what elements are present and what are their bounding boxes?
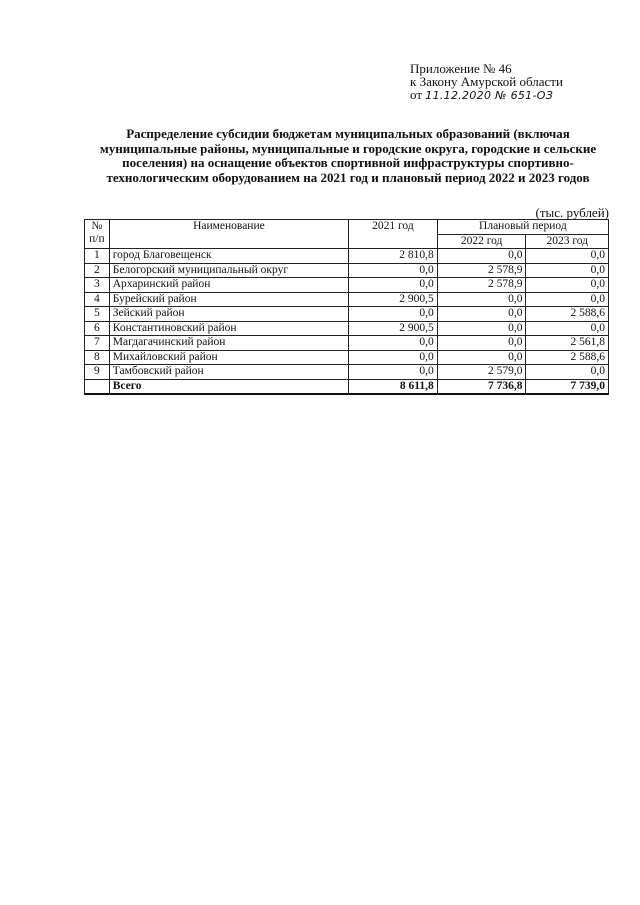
appendix-law-reference: к Закону Амурской области [410, 74, 563, 89]
table-row: 8 Михайловский район 0,0 0,0 2 588,6 [85, 350, 609, 365]
header-2023: 2023 год [526, 234, 609, 249]
total-2021: 8 611,8 [349, 379, 438, 394]
header-name: Наименование [109, 220, 348, 249]
header-2021: 2021 год [349, 220, 438, 249]
table-row: 3 Архаринский район 0,0 2 578,9 0,0 [85, 278, 609, 293]
appendix-header [410, 62, 563, 102]
total-label: Всего [109, 379, 348, 394]
header-number: № п/п [85, 220, 110, 249]
table-row: 1 город Благовещенск 2 810,8 0,0 0,0 [85, 249, 609, 264]
header-2022: 2022 год [437, 234, 526, 249]
table-header-row [85, 220, 609, 235]
handwritten-date-number: 11.12.2020 № 651-ОЗ [425, 89, 554, 102]
table-row: 7 Магдагачинский район 0,0 0,0 2 561,8 [85, 336, 609, 351]
table-total-row [85, 379, 609, 394]
appendix-date-prefix: от [410, 87, 423, 102]
table-row: 5 Зейский район 0,0 0,0 2 588,6 [85, 307, 609, 322]
total-2022: 7 736,8 [437, 379, 526, 394]
table-row: 6 Константиновский район 2 900,5 0,0 0,0 [85, 321, 609, 336]
subsidy-table [84, 219, 609, 395]
table-row: 9 Тамбовский район 0,0 2 579,0 0,0 [85, 365, 609, 380]
table-row: 4 Бурейский район 2 900,5 0,0 0,0 [85, 292, 609, 307]
document-title: Распределение субсидии бюджетам муниципальных образований (включая муниципальные районы, муниципальные и городские округа, городские и сельские поселения) на оснащение объектов спортивной инфраструктуры спортивно-технологическим оборудованием на 2021 год и плановый период 2022 и 2023 годов [99, 126, 597, 185]
table-row: 2 Белогорский муниципальный округ 0,0 2 578,9 0,0 [85, 263, 609, 278]
total-2023: 7 739,0 [526, 379, 609, 394]
appendix-date-line [410, 88, 563, 102]
appendix-number: Приложение № 46 [410, 61, 512, 76]
units-label: (тыс. рублей) [535, 205, 609, 220]
header-planned-period: Плановый период [437, 220, 608, 235]
